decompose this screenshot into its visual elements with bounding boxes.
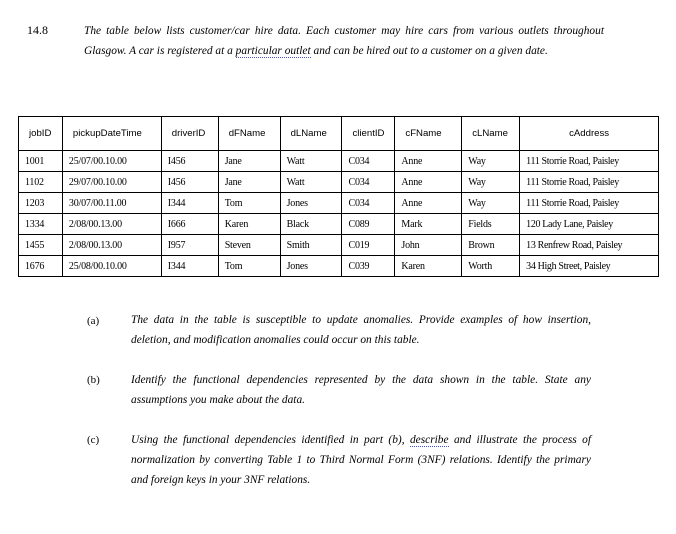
column-header: cLName (462, 117, 520, 151)
table-cell: 111 Storrie Road, Paisley (520, 151, 659, 172)
table-cell: C034 (342, 172, 395, 193)
part-c-text-end: and illustrate the process of normalization by converting Table 1 to Third Normal Form (3NF) relations. Identify the primary and foreign keys in your 3NF relations. (131, 434, 591, 486)
table-cell: Anne (395, 151, 462, 172)
hire-data-table (18, 116, 659, 277)
table-cell: 1676 (19, 256, 63, 277)
column-header: cAddress (520, 117, 659, 151)
part-c-text-start: Using the functional dependencies identified in part (b), (131, 434, 410, 446)
table-row (19, 193, 659, 214)
table-cell: Tom (218, 193, 280, 214)
table-cell: C019 (342, 235, 395, 256)
table-cell: 25/08/00.10.00 (62, 256, 161, 277)
table-cell: Watt (280, 172, 342, 193)
question-intro (84, 21, 604, 61)
table-cell: 13 Renfrew Road, Paisley (520, 235, 659, 256)
table-cell: 2/08/00.13.00 (62, 235, 161, 256)
table-cell: Brown (462, 235, 520, 256)
table-cell: C034 (342, 151, 395, 172)
table-cell: Anne (395, 193, 462, 214)
table-cell: 1102 (19, 172, 63, 193)
table-cell: John (395, 235, 462, 256)
table-cell: 1334 (19, 214, 63, 235)
intro-text-start: The table below lists customer/car hire data. Each customer may hire cars from various outlets throughout Glasgow. A car is registered at a (84, 25, 604, 57)
table-row (19, 151, 659, 172)
table-cell: 120 Lady Lane, Paisley (520, 214, 659, 235)
table-cell: Anne (395, 172, 462, 193)
table-row (19, 172, 659, 193)
table-cell: 30/07/00.11.00 (62, 193, 161, 214)
table-cell: I344 (161, 256, 218, 277)
table-cell: 1203 (19, 193, 63, 214)
table-header-row (19, 117, 659, 151)
part-a-label: (a) (87, 315, 100, 327)
table-cell: 1455 (19, 235, 63, 256)
table-cell: 25/07/00.10.00 (62, 151, 161, 172)
table-cell: I456 (161, 172, 218, 193)
table-cell: 111 Storrie Road, Paisley (520, 172, 659, 193)
column-header: cFName (395, 117, 462, 151)
part-b-label: (b) (87, 374, 100, 386)
table-cell: Worth (462, 256, 520, 277)
table-cell: C039 (342, 256, 395, 277)
table-cell: 29/07/00.10.00 (62, 172, 161, 193)
table-row (19, 235, 659, 256)
table-cell: Tom (218, 256, 280, 277)
intro-underlined-phrase: particular outlet (235, 45, 311, 57)
table-cell: Steven (218, 235, 280, 256)
column-header: driverID (161, 117, 218, 151)
table-cell: 1001 (19, 151, 63, 172)
table-cell: Jane (218, 172, 280, 193)
column-header: pickupDateTime (62, 117, 161, 151)
table-cell: 34 High Street, Paisley (520, 256, 659, 277)
table-cell: Way (462, 193, 520, 214)
column-header: jobID (19, 117, 63, 151)
table-cell: Smith (280, 235, 342, 256)
question-number: 14.8 (27, 23, 48, 37)
part-b-text: Identify the functional dependencies represented by the data shown in the table. State any assumptions you make about the data. (131, 374, 591, 406)
part-c-label: (c) (87, 434, 100, 446)
part-a-text: The data in the table is susceptible to update anomalies. Provide examples of how insertion, deletion, and modification anomalies could occur on this table. (131, 314, 591, 346)
column-header: clientID (342, 117, 395, 151)
table-cell: Way (462, 172, 520, 193)
intro-text-end: and can be hired out to a customer on a given date. (310, 45, 548, 57)
column-header: dLName (280, 117, 342, 151)
table-row (19, 256, 659, 277)
column-header: dFName (218, 117, 280, 151)
part-c-text (131, 430, 591, 490)
table-cell: Fields (462, 214, 520, 235)
table-cell: Black (280, 214, 342, 235)
table-cell: Way (462, 151, 520, 172)
table-cell: Watt (280, 151, 342, 172)
table-cell: I957 (161, 235, 218, 256)
table-cell: C089 (342, 214, 395, 235)
table-cell: 111 Storrie Road, Paisley (520, 193, 659, 214)
table-cell: Jones (280, 256, 342, 277)
part-c-underlined-word: describe (409, 434, 449, 446)
table-cell: Jones (280, 193, 342, 214)
table-cell: Mark (395, 214, 462, 235)
table-cell: I344 (161, 193, 218, 214)
table-cell: I456 (161, 151, 218, 172)
table-cell: Jane (218, 151, 280, 172)
table-cell: C034 (342, 193, 395, 214)
table-row (19, 214, 659, 235)
table-cell: Karen (218, 214, 280, 235)
table-cell: Karen (395, 256, 462, 277)
table-cell: I666 (161, 214, 218, 235)
table-cell: 2/08/00.13.00 (62, 214, 161, 235)
